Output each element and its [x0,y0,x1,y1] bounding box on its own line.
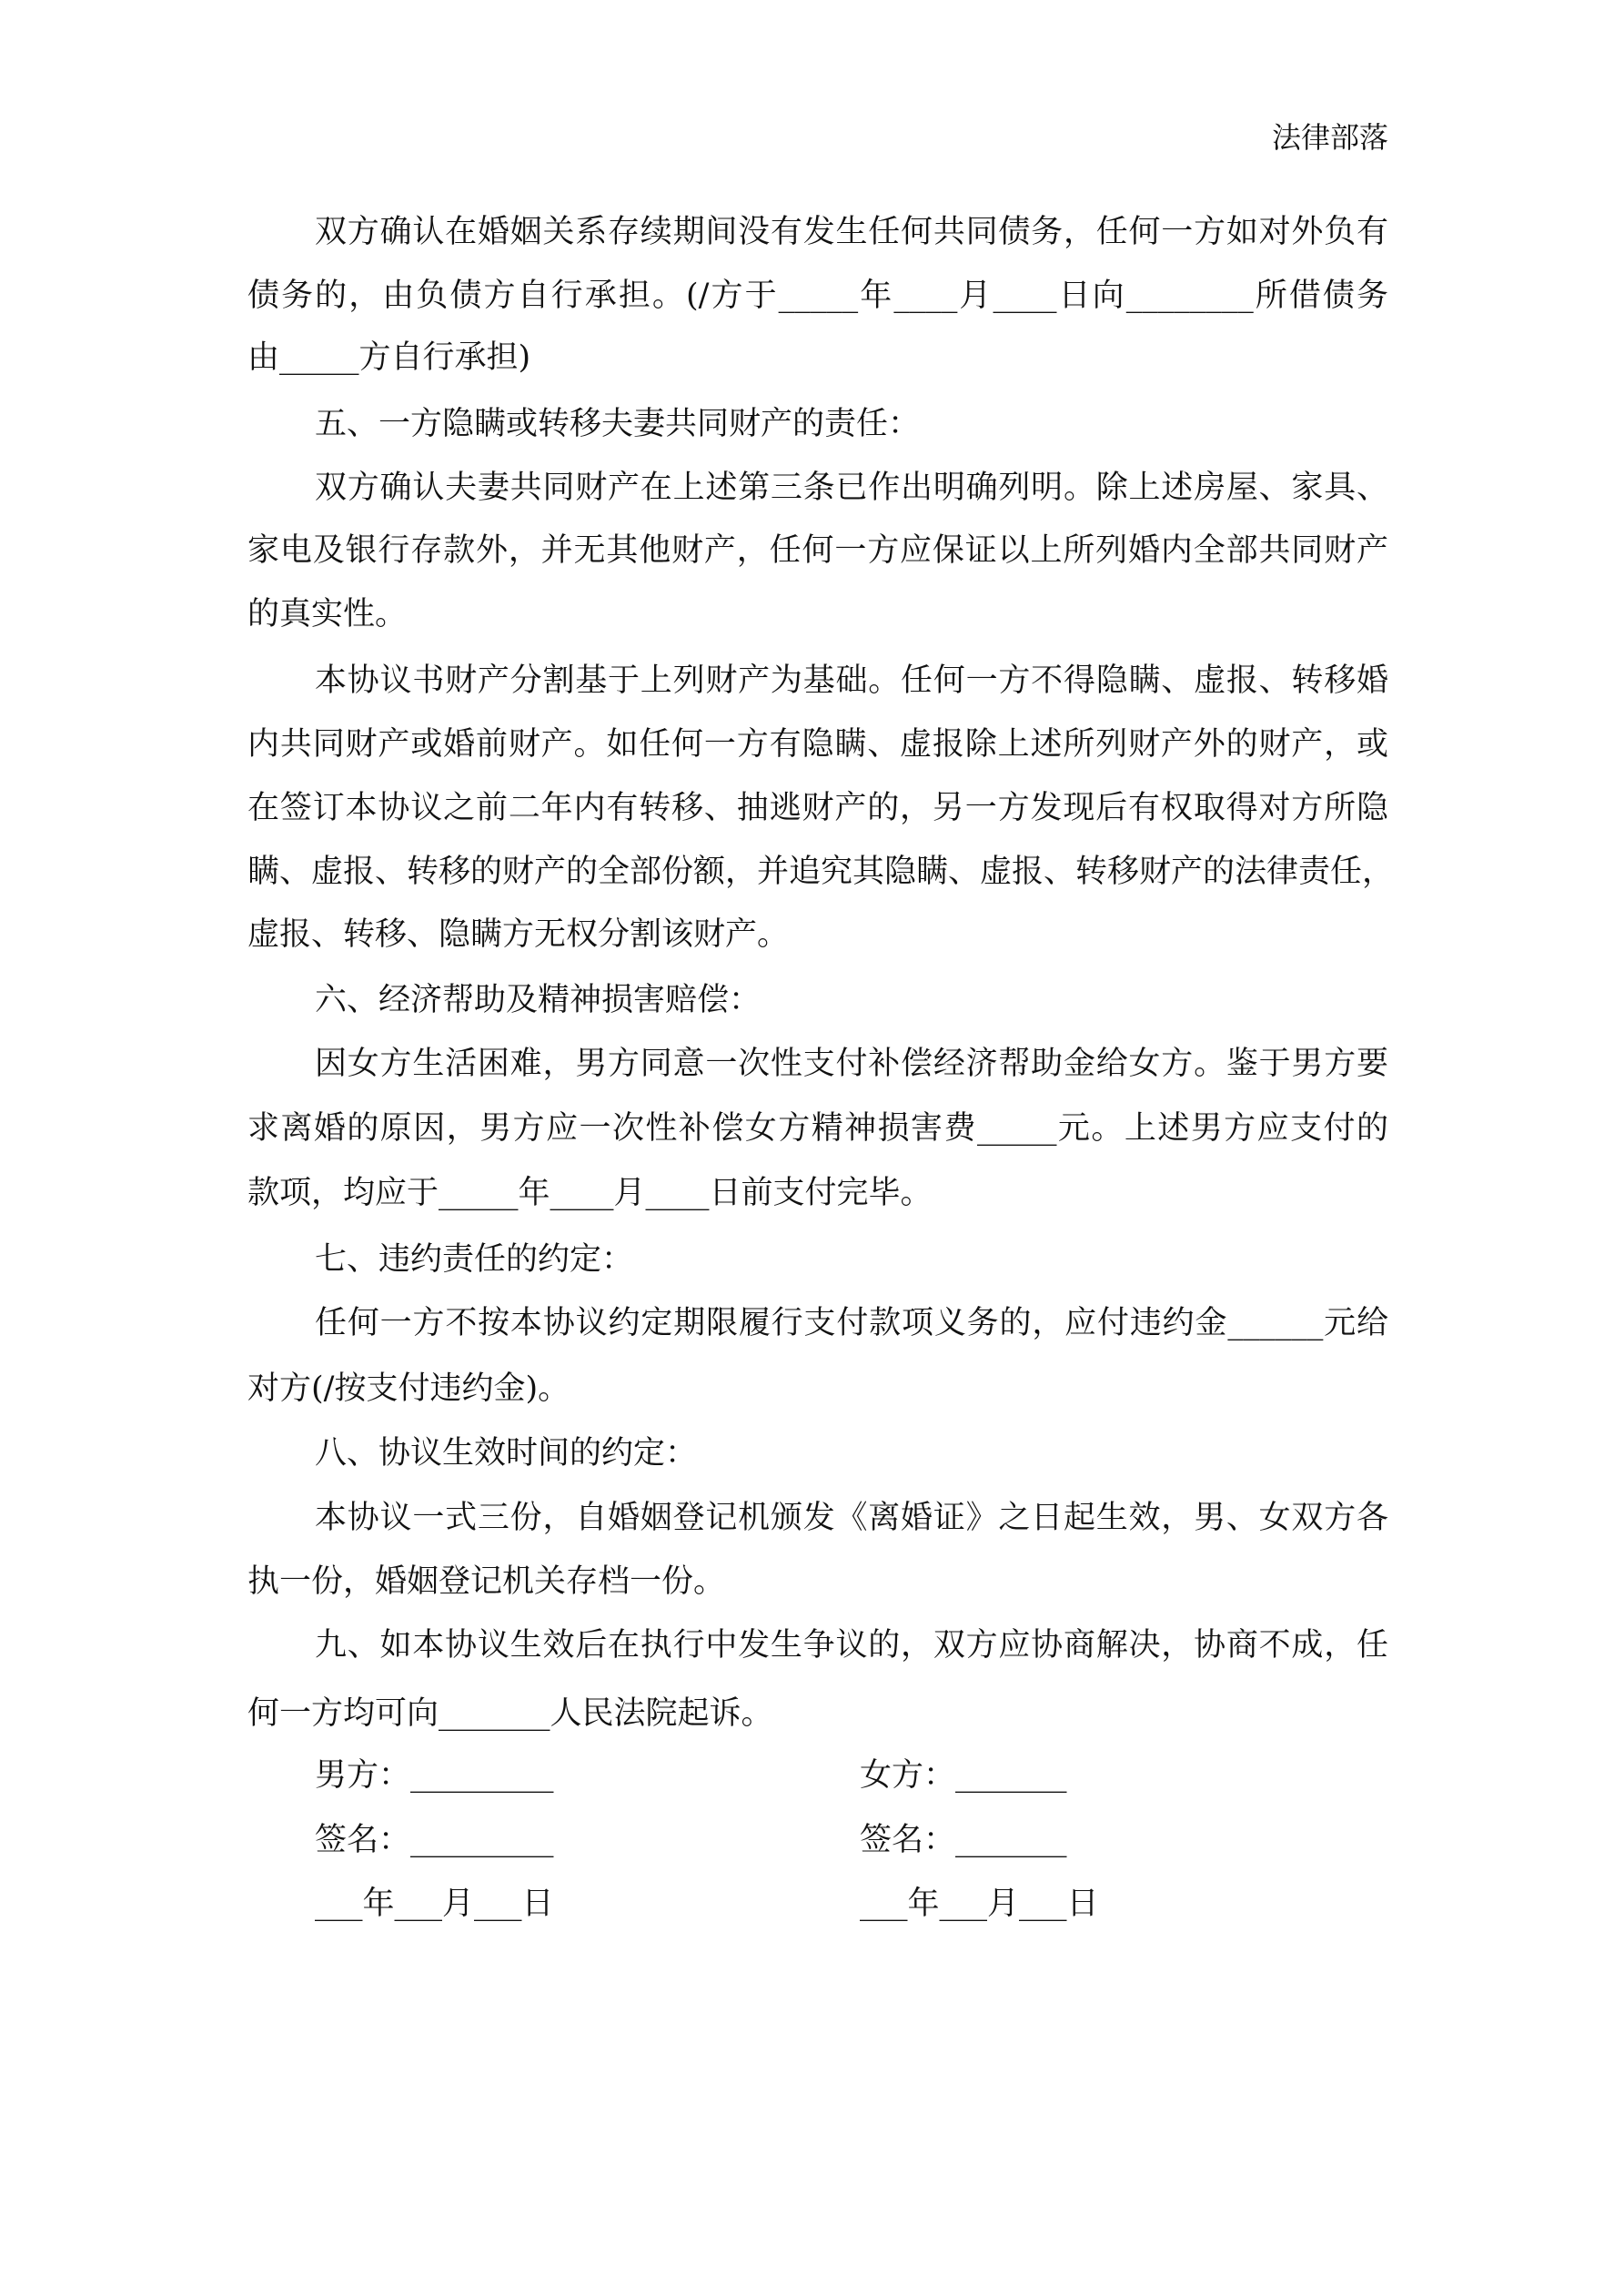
text-line: 由_____方自行承担) [247,339,531,376]
text-line: 任何一方不按本协议约定期限履行支付款项义务的，应付违约金______元给 [315,1305,1388,1341]
male-signature-field: 签名：_________ [315,1822,554,1858]
female-date-field: ___年___月___日 [860,1886,1099,1922]
section-heading: 八、协议生效时间的约定： [315,1435,698,1472]
text-line: 双方确认在婚姻关系存续期间没有发生任何共同债务，任何一方如对外负有 [315,214,1388,250]
section-heading: 六、经济帮助及精神损害赔偿： [315,982,762,1018]
text-line: 本协议一式三份，自婚姻登记机颁发《离婚证》之日起生效，男、女双方各 [315,1500,1388,1536]
section-heading: 五、一方隐瞒或转移夫妻共同财产的责任： [315,406,921,442]
female-signature-field: 签名：_______ [860,1822,1067,1858]
text-line: 债务的，由负债方自行承担。(/方于_____年____月____日向________所借债务 [247,278,1388,314]
text-line: 虚报、转移、隐瞒方无权分割该财产。 [247,916,790,953]
text-line: 双方确认夫妻共同财产在上述第三条已作出明确列明。除上述房屋、家具、 [315,470,1388,506]
text-line: 本协议书财产分割基于上列财产为基础。任何一方不得隐瞒、虚报、转移婚 [315,663,1388,699]
female-party-field: 女方：_______ [860,1757,1067,1794]
section-heading: 七、违约责任的约定： [315,1241,634,1278]
text-line: 在签订本协议之前二年内有转移、抽逃财产的，另一方发现后有权取得对方所隐 [247,790,1388,826]
male-party-field: 男方：_________ [315,1757,554,1794]
text-line: 瞒、虚报、转移的财产的全部份额，并追究其隐瞒、虚报、转移财产的法律责任， [247,854,1395,890]
page-header: 法律部落 [1271,120,1388,155]
text-line: 九、如本协议生效后在执行中发生争议的，双方应协商解决，协商不成，任 [315,1627,1388,1664]
text-line: 执一份，婚姻登记机关存档一份。 [247,1563,726,1600]
text-line: 对方(/按支付违约金)。 [247,1371,570,1407]
male-date-field: ___年___月___日 [315,1886,554,1922]
text-line: 款项，均应于_____年____月____日前支付完毕。 [247,1175,933,1211]
text-line: 内共同财产或婚前财产。如任何一方有隐瞒、虚报除上述所列财产外的财产，或 [247,726,1388,763]
text-line: 的真实性。 [247,596,408,632]
text-line: 何一方均可向_______人民法院起诉。 [247,1695,773,1732]
text-line: 求离婚的原因，男方应一次性补偿女方精神损害费_____元。上述男方应支付的 [247,1110,1388,1147]
text-line: 家电及银行存款外，并无其他财产，任何一方应保证以上所列婚内全部共同财产 [247,532,1388,569]
text-line: 因女方生活困难，男方同意一次性支付补偿经济帮助金给女方。鉴于男方要 [315,1046,1388,1082]
